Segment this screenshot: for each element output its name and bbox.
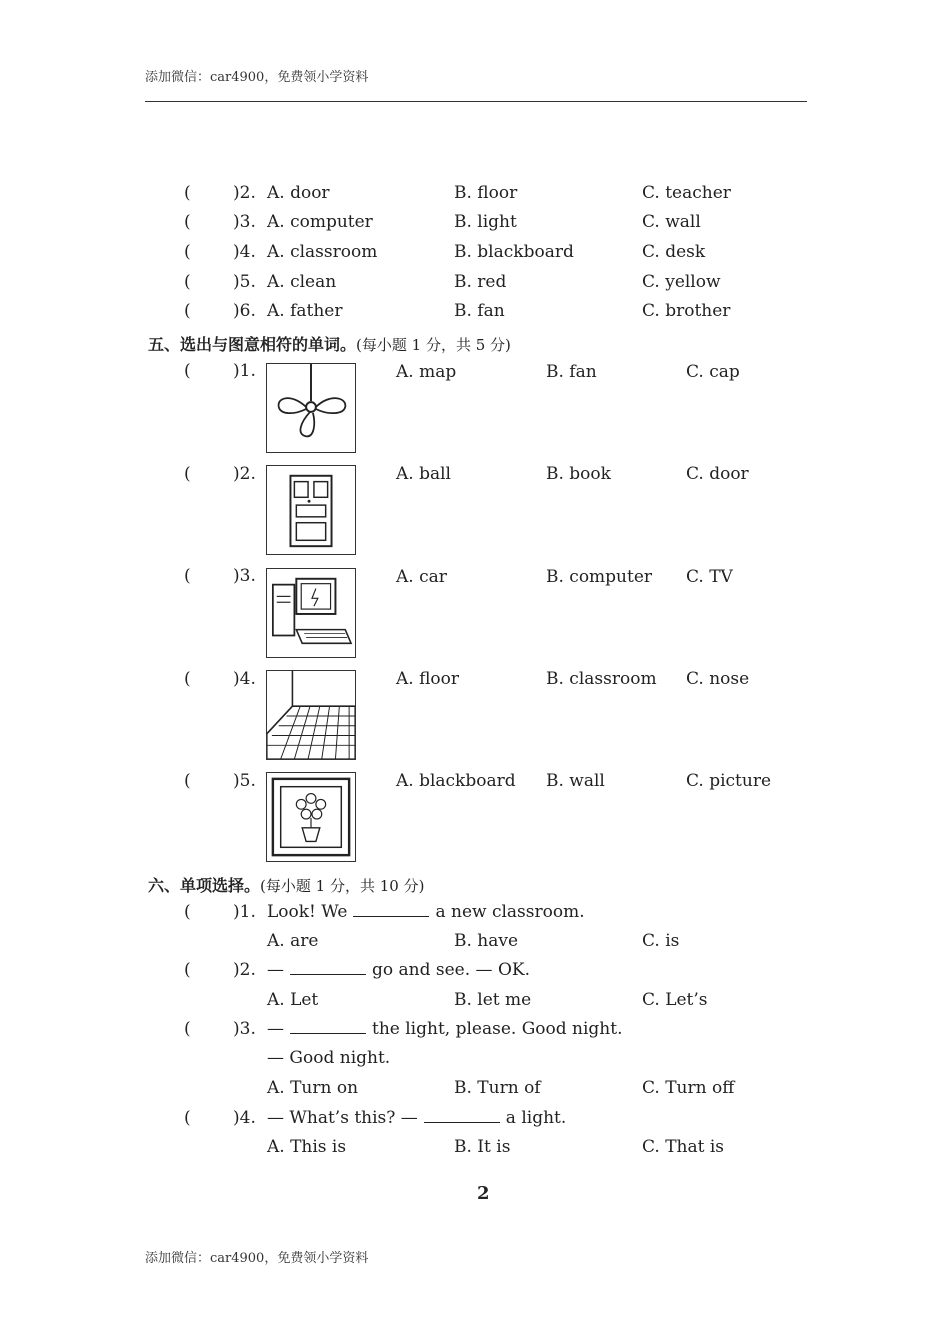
answer-paren: ( xyxy=(184,771,191,791)
option-a: A. Turn on xyxy=(267,1078,359,1098)
answer-paren: ( xyxy=(184,1108,191,1128)
section6-title xyxy=(148,873,424,896)
page-header: 添加微信：car4900，免费领小学资料 xyxy=(145,70,369,85)
section-points: (每小题 1 分，共 10 分) xyxy=(260,877,425,895)
option-a: A. clean xyxy=(267,272,337,292)
question-post: a new classroom. xyxy=(435,902,585,922)
floor-icon xyxy=(267,671,355,759)
option-b: B. floor xyxy=(454,183,518,203)
answer-blank xyxy=(290,1019,366,1034)
option-c: C. wall xyxy=(642,212,701,232)
floor-picture xyxy=(266,670,356,760)
header-rule xyxy=(145,101,807,102)
option-a: A. car xyxy=(396,567,447,587)
section-heading: 五、选出与图意相符的单词。 xyxy=(148,335,357,354)
question-pre: Look! We xyxy=(267,902,348,922)
answer-paren: ( xyxy=(184,1019,191,1039)
option-c: C. teacher xyxy=(642,183,731,203)
computer-picture xyxy=(266,568,356,658)
question-number: )3. xyxy=(233,212,256,232)
option-b: B. fan xyxy=(546,362,597,382)
option-b: B. have xyxy=(454,931,519,951)
option-a: A. floor xyxy=(396,669,460,689)
question-text xyxy=(267,960,530,980)
section-points: (每小题 1 分，共 5 分) xyxy=(356,336,511,354)
option-c: C. nose xyxy=(686,669,750,689)
section-heading: 六、单项选择。 xyxy=(148,876,261,895)
option-b: B. fan xyxy=(454,301,505,321)
question-number: )2. xyxy=(233,464,256,484)
answer-paren: ( xyxy=(184,272,191,292)
question-number: )2. xyxy=(233,960,256,980)
question-text xyxy=(267,1019,622,1039)
option-b: B. classroom xyxy=(546,669,657,689)
option-b: B. light xyxy=(454,212,517,232)
question-number: )5. xyxy=(233,272,256,292)
fan-picture xyxy=(266,363,356,453)
option-b: B. let me xyxy=(454,990,532,1010)
answer-paren: ( xyxy=(184,902,191,922)
option-a: A. door xyxy=(267,183,330,203)
question-post: go and see. — OK. xyxy=(372,960,530,980)
option-c: C. picture xyxy=(686,771,772,791)
option-c: C. Let’s xyxy=(642,990,708,1010)
option-b: B. Turn of xyxy=(454,1078,541,1098)
option-c: C. cap xyxy=(686,362,740,382)
question-post: a light. xyxy=(505,1108,567,1128)
option-c: C. is xyxy=(642,931,680,951)
option-c: C. That is xyxy=(642,1137,725,1157)
option-b: B. book xyxy=(546,464,611,484)
option-c: C. brother xyxy=(642,301,731,321)
answer-paren: ( xyxy=(184,242,191,262)
option-a: A. ball xyxy=(396,464,451,484)
answer-paren: ( xyxy=(184,361,191,381)
option-a: A. father xyxy=(267,301,343,321)
answer-blank xyxy=(424,1108,500,1123)
answer-blank xyxy=(290,960,366,975)
answer-paren: ( xyxy=(184,183,191,203)
option-a: A. are xyxy=(267,931,319,951)
answer-paren: ( xyxy=(184,212,191,232)
answer-paren: ( xyxy=(184,669,191,689)
answer-blank xyxy=(353,902,429,917)
option-a: A. This is xyxy=(267,1137,347,1157)
answer-paren: ( xyxy=(184,301,191,321)
answer-paren: ( xyxy=(184,960,191,980)
question-pre: — xyxy=(267,960,284,980)
picture-frame-icon xyxy=(267,773,355,861)
question-number: )1. xyxy=(233,902,256,922)
question-number: )6. xyxy=(233,301,256,321)
page-number: 2 xyxy=(477,1183,490,1204)
question-number: )5. xyxy=(233,771,256,791)
question-pre: — What’s this? — xyxy=(267,1108,418,1128)
option-a: A. map xyxy=(396,362,457,382)
option-b: B. computer xyxy=(546,567,653,587)
question-number: )3. xyxy=(233,566,256,586)
reply-text: — Good night. xyxy=(267,1048,391,1068)
question-number: )4. xyxy=(233,1108,256,1128)
option-c: C. door xyxy=(686,464,749,484)
door-picture xyxy=(266,465,356,555)
section5-title xyxy=(148,332,511,355)
option-a: A. computer xyxy=(267,212,373,232)
question-number: )3. xyxy=(233,1019,256,1039)
option-a: A. Let xyxy=(267,990,319,1010)
framed-picture xyxy=(266,772,356,862)
question-number: )4. xyxy=(233,242,256,262)
option-c: C. yellow xyxy=(642,272,721,292)
option-b: B. blackboard xyxy=(454,242,574,262)
answer-paren: ( xyxy=(184,464,191,484)
question-post: the light, please. Good night. xyxy=(372,1019,623,1039)
question-text xyxy=(267,1108,566,1128)
option-a: A. blackboard xyxy=(396,771,516,791)
option-b: B. red xyxy=(454,272,507,292)
page-footer: 添加微信：car4900，免费领小学资料 xyxy=(145,1251,369,1266)
option-c: C. desk xyxy=(642,242,706,262)
answer-paren: ( xyxy=(184,566,191,586)
question-number: )1. xyxy=(233,361,256,381)
fan-icon xyxy=(267,364,355,452)
question-number: )4. xyxy=(233,669,256,689)
question-pre: — xyxy=(267,1019,284,1039)
question-number: )2. xyxy=(233,183,256,203)
option-c: C. TV xyxy=(686,567,733,587)
option-a: A. classroom xyxy=(267,242,378,262)
door-icon xyxy=(267,466,355,554)
question-text xyxy=(267,902,585,922)
computer-icon xyxy=(267,569,355,657)
option-b: B. wall xyxy=(546,771,605,791)
option-b: B. It is xyxy=(454,1137,511,1157)
option-c: C. Turn off xyxy=(642,1078,735,1098)
